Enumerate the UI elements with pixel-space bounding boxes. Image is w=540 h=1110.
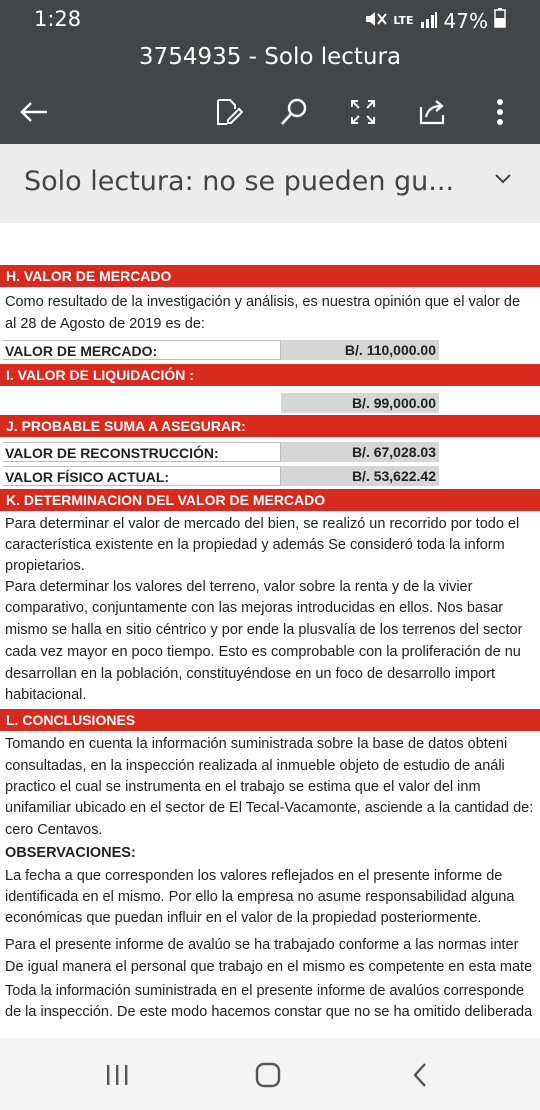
battery-percent: 47%	[443, 8, 488, 33]
paragraph-line: económicas que puedan influir en el valor de la propiedad posteriormente.	[5, 910, 482, 926]
liquidation-value-amount: B/. 99,000.00	[281, 393, 439, 413]
mute-icon	[365, 9, 387, 33]
lte-indicator: LTE	[393, 13, 414, 27]
paragraph-line: cero Centavos.	[5, 822, 103, 838]
chevron-down-icon[interactable]	[494, 172, 512, 190]
paragraph-line: De igual manera el personal que trabajo en el mismo es competente en esta mate	[5, 959, 533, 975]
app-bar	[0, 38, 540, 144]
paragraph-line: unifamiliar ubicado en el sector de El Tecal-Vacamonte, asciende a la cantidad de:	[5, 800, 534, 816]
paragraph-line: Como resultado de la investigación y análisis, es nuestra opinión que el valor de	[5, 294, 521, 310]
recent-apps-icon[interactable]	[97, 1060, 137, 1090]
status-icons	[365, 8, 506, 33]
paragraph-line: comparativo, conjuntamente con las mejoras introducidas en ellos. Nos basar	[5, 600, 504, 616]
paragraph-line: practico el cual se instrumenta en el trabajo se estima que el valor del inm	[5, 779, 481, 795]
document-title: 3754935 - Solo lectura	[138, 44, 402, 70]
paragraph-line: mismo se halla en sitio céntrico y por ende la plusvalía de los terrenos del sector	[5, 622, 523, 638]
document-page[interactable]	[0, 223, 540, 1038]
paragraph-line: La fecha a que corresponden los valores reflejados en el presente informe de	[5, 868, 503, 884]
share-icon[interactable]	[412, 92, 452, 132]
market-value-label: VALOR DE MERCADO:	[3, 340, 281, 360]
system-nav-bar	[0, 1038, 540, 1110]
paragraph-line: Para determinar el valor de mercado del bien, se realizó un recorrido por todo el	[5, 516, 520, 532]
status-bar	[0, 0, 540, 38]
paragraph-line: propietarios.	[5, 558, 85, 574]
home-icon[interactable]	[248, 1060, 288, 1090]
reconstruction-value-amount: B/. 67,028.03	[281, 442, 439, 462]
physical-value-label: VALOR FÍSICO ACTUAL:	[3, 466, 281, 486]
clock: 1:28	[34, 7, 82, 31]
reconstruction-value-label: VALOR DE RECONSTRUCCIÓN:	[3, 442, 281, 462]
paragraph-line: de la inspección. De este modo hacemos constar que no se ha omitido deliberada	[5, 1004, 533, 1020]
back-icon[interactable]	[400, 1060, 440, 1090]
search-icon[interactable]	[274, 92, 314, 132]
paragraph-line: al 28 de Agosto de 2019 es de:	[5, 316, 205, 332]
back-arrow-icon[interactable]	[14, 92, 54, 132]
paragraph-line: cada vez mayor en poco tiempo. Esto es comprobable con la proliferación de nu	[5, 644, 521, 660]
signal-icon	[420, 9, 438, 33]
paragraph-line: Para determinar los valores del terreno, valor sobre la renta y de la vivier	[5, 579, 473, 595]
edit-icon[interactable]	[208, 92, 248, 132]
paragraph-line: consultadas, en la inspección realizada al inmueble objeto de estudio de análi	[5, 758, 505, 774]
paragraph-line: identificada en el mismo. Por ello la empresa no asume responsabilidad alguna	[5, 889, 515, 905]
market-value-amount: B/. 110,000.00	[281, 340, 439, 360]
section-j-header: J. PROBABLE SUMA A ASEGURAR:	[0, 415, 540, 437]
paragraph-line: Para el presente informe de avalúo se ha trabajado conforme a las normas inter	[5, 937, 519, 953]
section-l-header: L. CONCLUSIONES	[0, 709, 540, 731]
read-only-message: Solo lectura: no se pueden gu...	[24, 166, 455, 197]
paragraph-line: habitacional.	[5, 687, 87, 703]
paragraph-line: característica existente en la propiedad y además Se consideró toda la inform	[5, 537, 505, 553]
battery-icon	[494, 8, 506, 33]
more-icon[interactable]	[480, 92, 520, 132]
paragraph-line: desarrollan en la población, constituyéndose en un foco de desarrollo import	[5, 666, 496, 682]
paragraph-line: Toda la información suministrada en el presente informe de avalúos corresponde	[5, 983, 525, 999]
section-h-header: H. VALOR DE MERCADO	[0, 265, 540, 287]
observations-heading: OBSERVACIONES:	[5, 845, 136, 861]
read-only-banner[interactable]	[0, 144, 540, 223]
section-i-header: I. VALOR DE LIQUIDACIÓN :	[0, 364, 540, 386]
expand-icon[interactable]	[343, 92, 383, 132]
physical-value-amount: B/. 53,622.42	[281, 466, 439, 486]
paragraph-line: Tomando en cuenta la información suministrada sobre la base de datos obteni	[5, 736, 508, 752]
section-k-header: K. DETERMINACION DEL VALOR DE MERCADO	[0, 489, 540, 511]
